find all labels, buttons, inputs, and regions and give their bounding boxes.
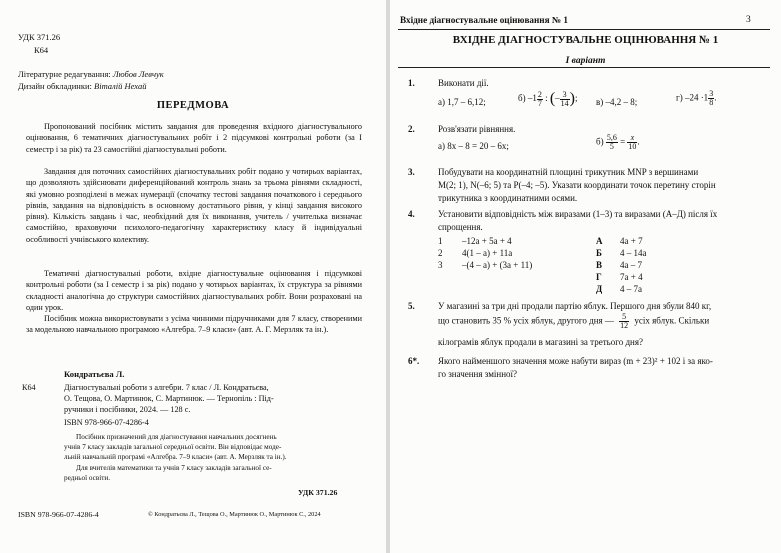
annotation-line-5: редньої освіти. — [64, 474, 110, 482]
task-5-fraction: $\frac{5}{12}$ — [620, 312, 629, 330]
task-5-line-3: кілограмів яблук продали в магазині за третього дня? — [438, 337, 643, 347]
task-1d: г) –24 ·1 $\frac{3}{8}$ . — [676, 89, 717, 107]
designer-credit — [18, 81, 146, 91]
task-4-number: 4. — [408, 209, 415, 219]
preface-paragraph-4: Посібник можна використовувати з усіма чинними підручниками для 7 класу, створеними за модельною навчальною програмою «Алгебра. 7–9 класи» (авт. А. Г. Мерзляк та ін.). — [26, 314, 362, 335]
running-head: Вхідне діагностувальне оцінювання № 1 — [400, 15, 568, 25]
task-4-line-2: спрощення. — [438, 222, 483, 232]
header-rule — [398, 29, 770, 30]
task-2b: б) $\frac{5,6}{5}$ = $\frac{x}{10}$ . — [596, 133, 640, 151]
designer-name: Віталій Нехай — [94, 81, 147, 91]
task-6-number: 6*. — [408, 356, 420, 366]
task-4-right-list — [596, 235, 647, 295]
editor-name: Любов Левчук — [112, 69, 164, 79]
task-4-line-1: Установити відповідність між виразами (1–3) та виразами (А–Д) після їх — [438, 209, 718, 219]
list-item: Д 4 – 7a — [596, 284, 642, 294]
preface-paragraph-3: Тематичні діагностувальні роботи, вхідне діагностувальне оцінювання і підсумкові контрольні роботи (за І семестр і за рік) подано у чотирьох варіантах, їх структура за рівнями складності аналогічна до структури самостійних діагностувальних робіт. Вони розраховані на один урок. — [26, 269, 362, 312]
editor-label: Літературне редагування: — [18, 69, 111, 79]
task-2a: а) 8x – 8 = 20 – 6x; — [438, 141, 509, 151]
annotation-line-2: учнів 7 класу закладів загальної середньої освіти. Він відповідає моде- — [64, 443, 282, 451]
catalog-line-2: О. Тещова, О. Мартинюк, С. Мартинюк. — Тернопіль : Під- — [64, 394, 274, 403]
catalog-line-1: Діагностувальні роботи з алгебри. 7 клас / Л. Кондратьєва, — [64, 383, 269, 392]
bbk-code: К64 — [34, 45, 49, 55]
page-number: 3 — [746, 15, 751, 25]
list-item: Г 7a + 4 — [596, 272, 643, 282]
task-5-line-1: У магазині за три дні продали партію яблук. Першого дня збули 840 кг, — [438, 301, 712, 311]
udc-bottom: УДК 371.26 — [298, 488, 338, 497]
catalog-isbn: ISBN 978-966-07-4286-4 — [64, 418, 149, 427]
task-4-left-list — [438, 235, 532, 271]
task-2-text: Розв'язати рівняння. — [438, 124, 516, 134]
task-1d-label: г) –24 ·1 — [676, 92, 709, 103]
task-3-line-3: трикутника з координатними осями. — [438, 193, 578, 203]
copyright: © Кондратьєва Л., Тещова О., Мартинюк О., Мартинюк С., 2024 — [148, 511, 321, 518]
task-1b-label: б) –1 — [518, 93, 537, 104]
task-1c: в) –4,2 – 8; — [596, 97, 638, 107]
catalog-code: К64 — [22, 383, 36, 392]
task-3-number: 3. — [408, 167, 415, 177]
task-6-line-1: Якого найменшого значення може набути вираз (m + 23)² + 102 і за яко- — [438, 356, 713, 366]
task-5-number: 5. — [408, 301, 415, 311]
task-5-line-2: що становить 35 % усіх яблук, другого дня — $\frac{5}{12}$ усіх яблук. Скільки — [438, 312, 710, 330]
task-3-line-1: Побудувати на координатній площині трикутник MNP з вершинами — [438, 167, 699, 177]
author-heading: Кондратьєва Л. — [64, 369, 125, 379]
task-2b-fraction-left: $\frac{5,6}{5}$ — [606, 133, 617, 151]
task-1-text: Виконати дії. — [438, 78, 489, 88]
task-6-line-2: го значення змінної? — [438, 369, 518, 379]
right-page — [390, 0, 781, 553]
list-item: А 4a + 7 — [596, 236, 643, 246]
task-1d-fraction: $\frac{3}{8}$ — [709, 89, 714, 107]
task-2b-fraction-right: $\frac{x}{10}$ — [628, 133, 637, 151]
list-item: 2 4(1 – a) + 11a — [438, 248, 513, 258]
task-3-line-2: M(2; 1), N(–6; 5) та P(–4; –5). Указати координати точок перетину сторін — [438, 180, 716, 190]
annotation-line-1: Посібник призначений для діагностування навчальних досягнень — [76, 433, 277, 441]
task-1b-fraction-1: $\frac{2}{7}$ — [537, 89, 542, 108]
editor-credit — [18, 69, 164, 79]
list-item: В 4a – 7 — [596, 260, 642, 270]
page-title: ВХІДНЕ ДІАГНОСТУВАЛЬНЕ ОЦІНЮВАННЯ № 1 — [452, 34, 719, 46]
designer-label: Дизайн обкладинки: — [18, 81, 92, 91]
task-2-number: 2. — [408, 124, 415, 134]
task-2b-label: б) — [596, 136, 604, 147]
annotation-line-4: Для вчителів математики та учнів 7 класу закладів загальної се- — [76, 464, 272, 472]
list-item: 1 –12a + 5a + 4 — [438, 236, 512, 246]
preface-paragraph-1: Пропонований посібник містить завдання для проведення вхідного діагностувального оцінювання, 6 тематичних діагностувальних робіт і 2 підсумкові контрольні роботи (за І семестр і за рік) та 23 самостійні діагностувальні роботи. — [26, 122, 362, 154]
list-item: Б 4 – 14a — [596, 248, 647, 258]
task-1-number: 1. — [408, 78, 415, 88]
preface-paragraph-2: Завдання для поточних самостійних діагностувальних робіт подано у чотирьох варіантах, що дозволяють здійснювати диференційований контроль знань за трьома рівнями складності, які умовно розподілені в межах нумерації (спочатку тестові завдання початкового і середнього рівнів, завдання на відповідність в основному достатнього рівня, у кінці завдання високого рівня). Кількість завдань і час, необхідний для їх виконання, учитель / учителька визначає самостійно, враховуючи психолого-педагогічну характеристику класу й індивідуальні особливості учнівського колективу. — [26, 167, 362, 244]
annotation-line-3: льній навчальній програмі «Алгебра. 7–9 класи» (авт. А. Мерзляк та ін.). — [64, 453, 287, 461]
catalog-line-3: ручники і посібники, 2024. — 128 с. — [64, 405, 191, 414]
variant-rule — [398, 67, 770, 68]
task-1b-fraction-2: $\frac{3}{14}$ — [560, 89, 569, 108]
list-item: 3 –(4 – a) + (3a + 11) — [438, 260, 533, 270]
preface-heading: ПЕРЕДМОВА — [156, 100, 230, 111]
isbn-bottom: ISBN 978-966-07-4286-4 — [18, 510, 99, 519]
udc-code: УДК 371.26 — [18, 32, 61, 42]
task-1b: б) –1 $\frac{2}{7}$ : (– $\frac{3}{14}$ ); — [518, 89, 578, 108]
left-page — [0, 0, 386, 553]
variant-label: І варіант — [565, 56, 606, 66]
task-1a: а) 1,7 – 6,12; — [438, 97, 486, 107]
